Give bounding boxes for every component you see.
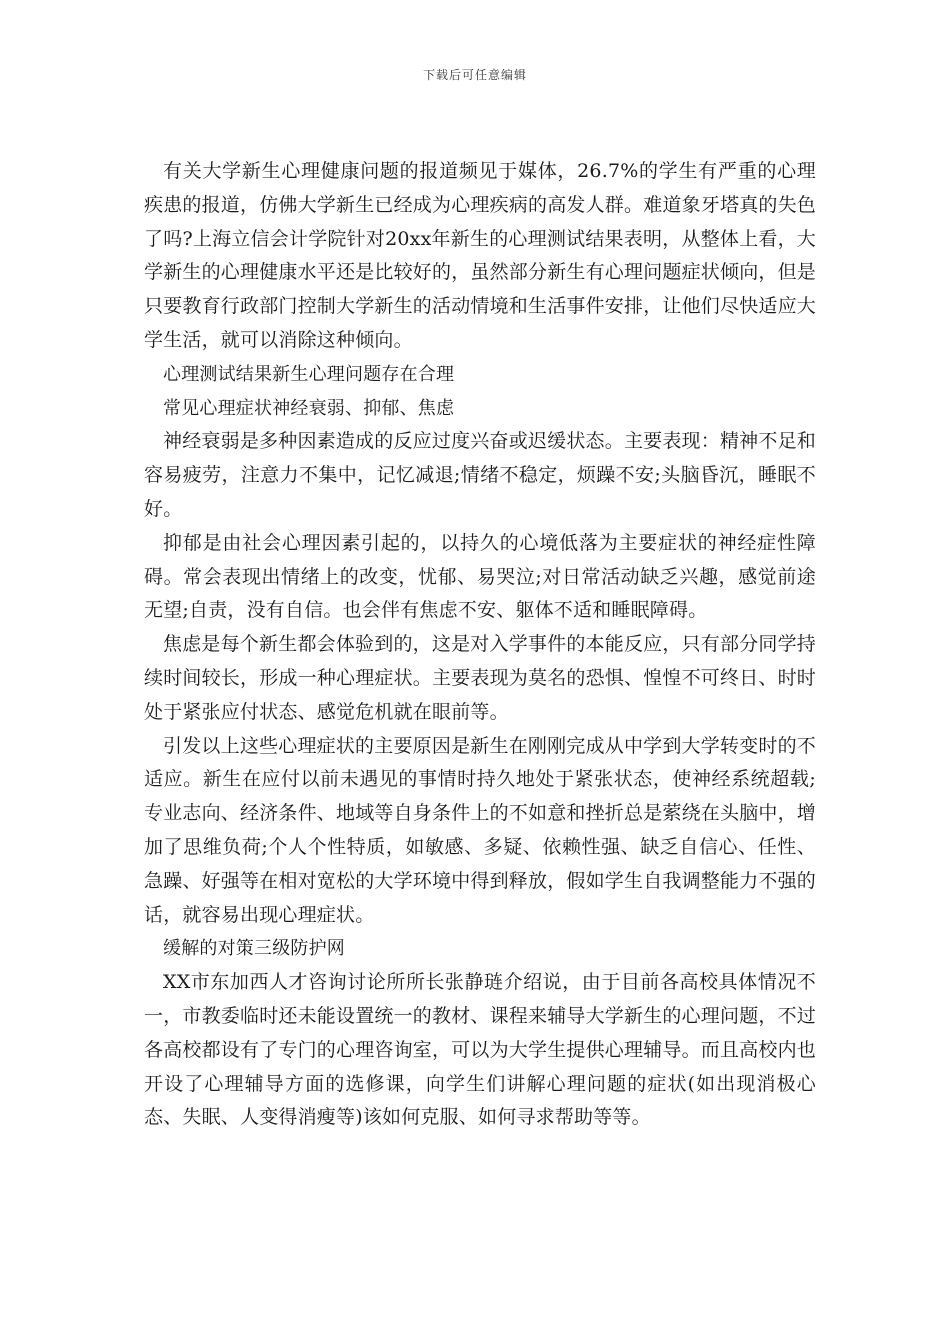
paragraph-intro: 有关大学新生心理健康问题的报道频见于媒体，26.7%的学生有严重的心理疾患的报道，仿佛大学新生已经成为心理疾病的高发人群。难道象牙塔真的失色了吗?上海立信会计学院针对20xx年新生的心理测试结果表明，从整体上看，大学新生的心理健康水平还是比较好的，虽然部分新生有心理问题症状倾向，但是只要教育行政部门控制大学新生的活动情境和生活事件安排，让他们尽快适应大学生活，就可以消除这种倾向。 [144, 160, 817, 351]
document-body [144, 155, 816, 1135]
paragraph-causes: 引发以上这些心理症状的主要原因是新生在刚刚完成从中学到大学转变时的不适应。新生在应付以前未遇见的事情时持久地处于紧张状态，使神经系统超载;专业志向、经济条件、地域等自身条件上的不如意和挫折总是萦绕在头脑中，增加了思维负荷;个人个性特质，如敏感、多疑、依赖性强、缺乏自信心、任性、急躁、好强等在相对宽松的大学环境中得到释放，假如学生自我调整能力不强的话，就容易出现心理症状。 [144, 734, 817, 926]
section-heading-countermeasures: 缓解的对策三级防护网 [163, 938, 345, 960]
section-heading-common-symptoms: 常见心理症状神经衰弱、抑郁、焦虑 [163, 397, 455, 419]
page-header: 下载后可任意编辑 [422, 68, 527, 82]
paragraph-neurasthenia: 神经衰弱是多种因素造成的反应过度兴奋或迟缓状态。主要表现：精神不足和容易疲劳，注意力不集中，记忆减退;情绪不稳定，烦躁不安;头脑昏沉，睡眠不好。 [144, 430, 816, 520]
paragraph-anxiety: 焦虑是每个新生都会体验到的，这是对入学事件的本能反应，只有部分同学持续时间较长，形成一种心理症状。主要表现为莫名的恐惧、惶惶不可终日、时时处于紧张应付状态、感觉危机就在眼前等。 [144, 633, 817, 723]
section-heading-test-results: 心理测试结果新生心理问题存在合理 [163, 363, 455, 385]
paragraph-depression: 抑郁是由社会心理因素引起的，以持久的心境低落为主要症状的神经症性障碍。常会表现出情绪上的改变，忧郁、易哭泣;对日常活动缺乏兴趣，感觉前途无望;自责，没有自信。也会伴有焦虑不安、躯体不适和睡眠障碍。 [144, 531, 816, 622]
paragraph-counseling: XX市东加西人才咨询讨论所所长张静琏介绍说，由于目前各高校具体情况不一，市教委临时还未能设置统一的教材、课程来辅导大学新生的心理问题，不过各高校都设有了专门的心理咨询室，可以为大学生提供心理辅导。而且高校内也开设了心理辅导方面的选修课，向学生们讲解心理问题的症状(如出现消极心态、失眠、人变得消瘦等)该如何克服、如何寻求帮助等等。 [144, 971, 817, 1129]
